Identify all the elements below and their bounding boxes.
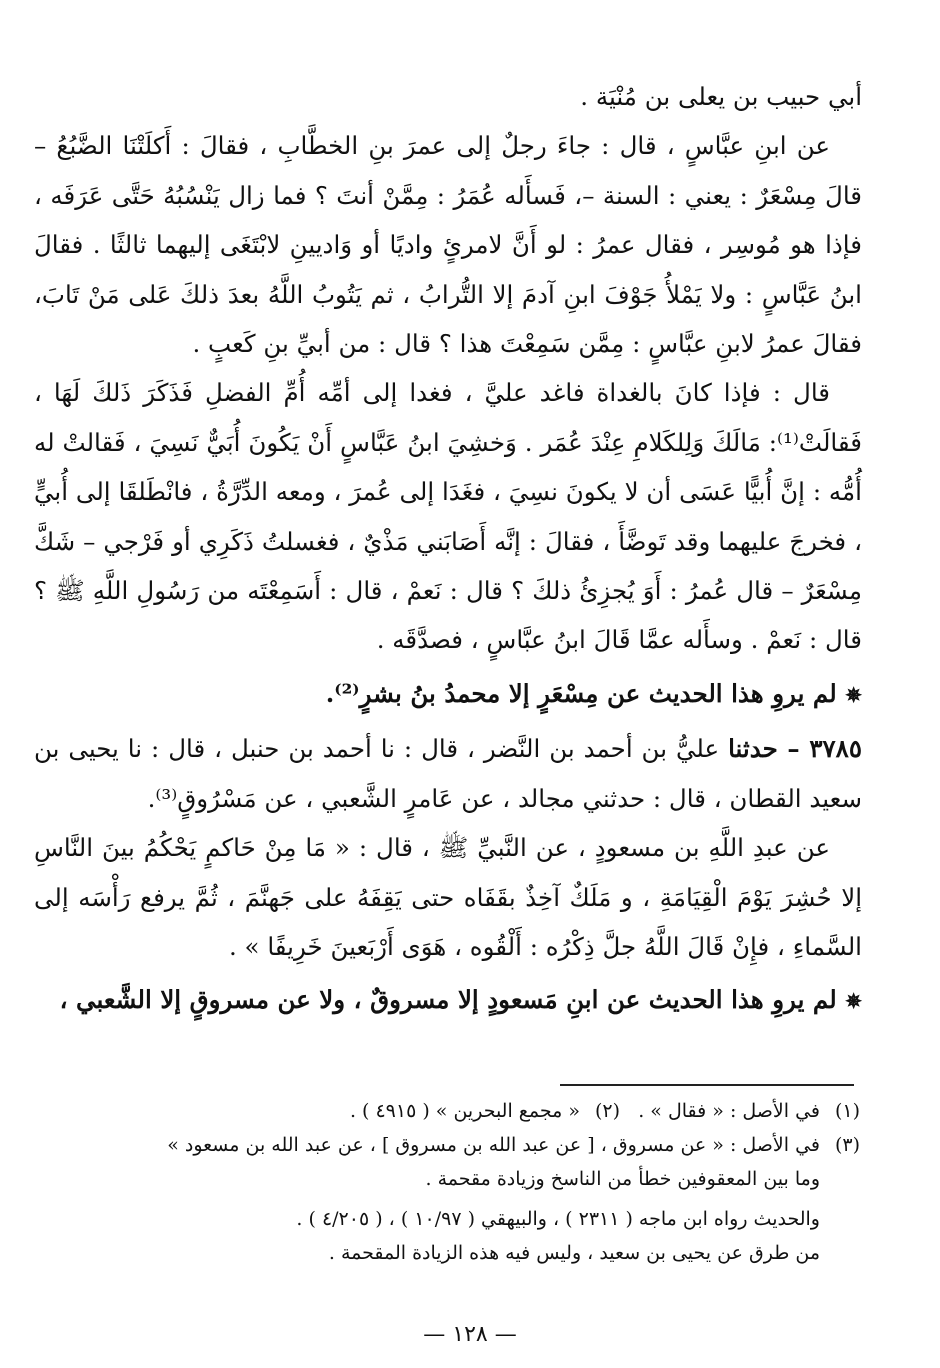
footnote-2-text: « مجمع البحرين » ( ٤٩١٥ ) . [349, 1100, 580, 1122]
main-text [34, 72, 862, 1027]
note-2-text: لم يروِ هذا الحديث عن ابنِ مَسعودٍ إلا مسروقٌ ، ولا عن مسروقٍ إلا الشَّعبي ، [59, 985, 837, 1015]
star-icon: ✵ [845, 989, 862, 1014]
paragraph-3: عن عبدِ اللَّهِ بن مسعودٍ ، عن النَّبيِّ ﷺ ، قال : « مَا مِنْ حَاكمٍ يَحْكُمُ بينَ النَّاسِ إلا حُشِرَ يَوْمَ الْقِيَامَةِ ، و مَلَكٌ آخِذٌ بقَفَاه حتى يَقِفَهُ على جَهنَّمَ ، ثُمَّ يرفع رَأْسَه إلى السَّماءِ ، فإِنْ قَالَ اللَّهُ جلَّ ذِكْرُه : أَلْقُوه ، هَوَى أَرْبَعينَ خَرِيفًا » . [34, 833, 862, 961]
footnote-3-line-4: من طرق عن يحيى بن سعيد ، وليس فيه هذه الزيادة المقحمة . [328, 1242, 820, 1264]
footnote-1-number: (١) [834, 1100, 860, 1122]
footnotes [34, 1094, 860, 1270]
note-1 [34, 669, 862, 720]
note-1-text: لم يروِ هذا الحديث عن مِسْعَرٍ إلا محمدُ بنُ بشرٍ⁽²⁾. [325, 678, 837, 708]
paragraph-2: قال : فإذا كانَ بالغداة فاغد عليَّ ، فغدا إلى أمِّه أُمِّ الفضلِ فَذَكَرَ ذَلكَ لَهَا ، فَقالَتْ⁽¹⁾: مَالَكَ وَلِلكَلامِ عِنْدَ عُمَر . وَخشِيَ ابنُ عَبَّاسٍ أَنْ يَكُونَ أُبَيٌّ نَسِيَ ، فَقالتْ له أُمُّه : إنَّ أُبيًّا عَسَى أن لا يكونَ نسِيَ ، فغَدَا إلى عُمرَ ، ومعه الدِّرَّةُ ، فانْطَلقَا إلى أُبيٍّ ، فخرجَ عليهما وقد تَوضَّأَ ، فقالَ : إنَّه أَصَابَني مَذْيٌ ، فغسلتُ ذَكَرِي أو فَرْجي – شَكَّ مِسْعَرٌ – قال عُمرُ : أَوَ يُجزِئُ ذلكَ ؟ قال : نَعمْ ، قال : أَسَمِعْتَه من رَسُولِ اللَّهِ ﷺ ؟ قال : نَعمْ . وسأَله عمَّا قَالَ ابنُ عبَّاسٍ ، فصدَّقَه . [34, 378, 862, 655]
footnote-3-line-1: في الأصل : « عن مسروق ، [ عن عبد الله بن مسروق ] ، عن عبد الله بن مسعود » [167, 1134, 820, 1156]
footnote-1-text: في الأصل : « فقال » . [638, 1100, 820, 1122]
star-icon: ✵ [845, 682, 862, 707]
hadith-number: ٣٧٨٥ – حدثنا [728, 734, 862, 764]
footnote-3-number: (٣) [834, 1134, 860, 1156]
footnote-3-line-2: وما بين المعقوفين خطأ من الناسخ وزيادة مقحمة . [425, 1168, 820, 1190]
footnote-2-number: (٢) [594, 1100, 620, 1122]
note-2 [34, 975, 862, 1026]
footnote-row-1 [34, 1094, 860, 1128]
footnote-divider [560, 1084, 854, 1086]
footnote-3-line-3: والحديث رواه ابن ماجه ( ٢٣١١ ) ، والبيهقي ( ١٠/٩٧ ) ، ( ٤/٢٠٥ ) . [296, 1208, 820, 1230]
text-line-top: أبي حبيب بن يعلى بن مُنْيَة . [580, 82, 862, 111]
hadith-chain: عليُّ بن أحمد بن النَّضر ، قال : نا أحمد بن حنبل ، قال : نا يحيى بن سعيد القطان ، قال : حدثني مجالد ، عن عَامرٍ الشَّعبي ، عن مَسْرُوقٍ⁽³⁾. [34, 734, 862, 813]
paragraph-1: عن ابنِ عبَّاسٍ ، قال : جاءَ رجلٌ إلى عمرَ بنِ الخطَّابِ ، فقالَ : أَكلَتْنَا الضَّبُعُ – قالَ مِسْعَرٌ : يعني : السنة –، فَسأَله عُمَرُ : مِمَّنْ أنتَ ؟ فما زال يَنْسُبُهُ حَتَّى عَرَفَه ، فإذا هو مُوسِر ، فقال عمرُ : لو أَنَّ لامرئٍ واديًا أو وَاديينِ لابْتَغَى إليهما ثالثًا . فقالَ ابنُ عَبَّاسٍ : ولا يَمْلأُ جَوْفَ ابنِ آدمَ إلا التُّرابُ ، ثم يَتُوبُ اللَّهُ بعدَ ذلكَ عَلى مَنْ تَابَ، فقالَ عمرُ لابنِ عبَّاسٍ : مِمَّن سَمِعْتَ هذا ؟ قال : من أبيِّ بنِ كَعبٍ . [34, 131, 862, 359]
footnote-row-3 [34, 1128, 860, 1162]
hadith-3785 [34, 724, 862, 823]
page-number: — ١٢٨ — [423, 1322, 517, 1347]
